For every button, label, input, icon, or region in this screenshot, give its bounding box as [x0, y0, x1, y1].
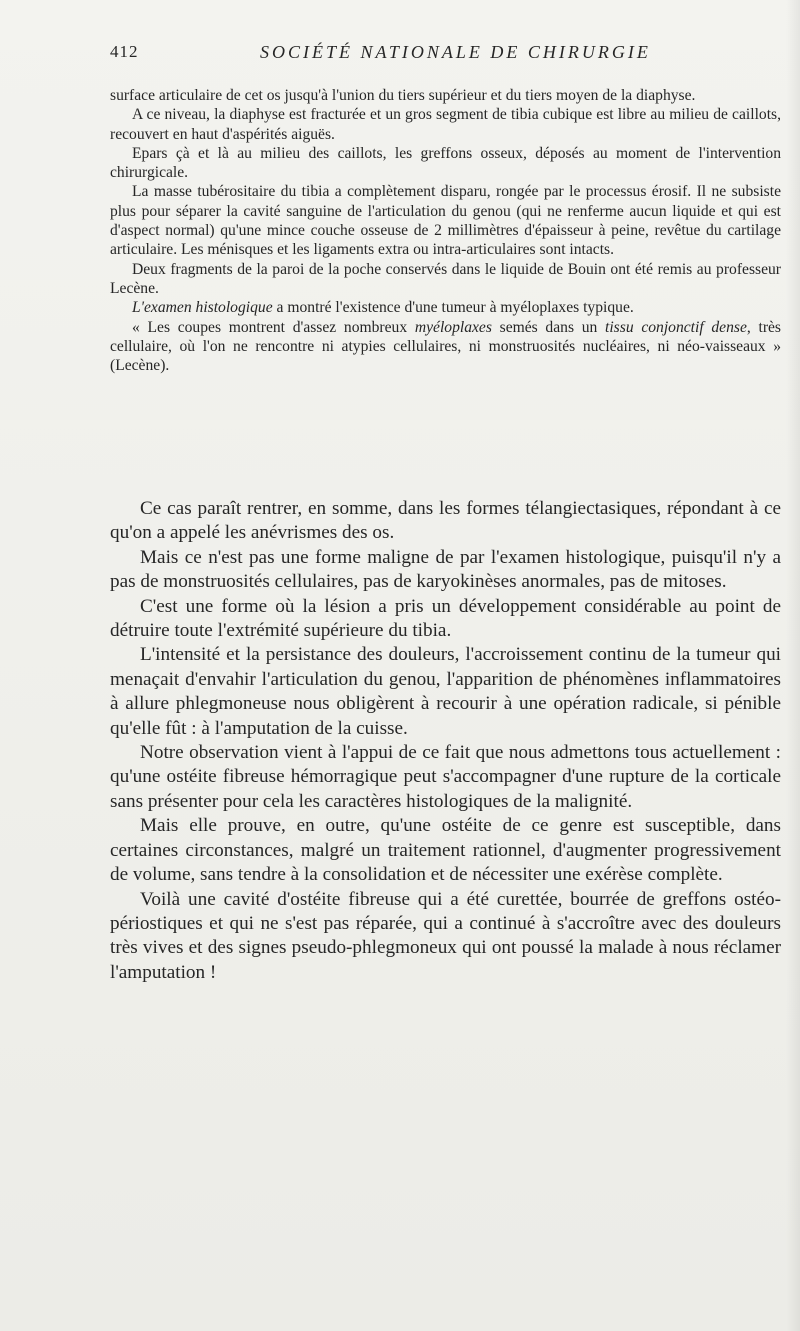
discussion-paragraph: Voilà une cavité d'ostéite fibreuse qui a été curettée, bourrée de greffons ostéo-périostiques et qui ne s'est pas réparée, qui a continué à s'accroître avec des douleurs très vives et des signes pseudo-phlegmoneux qui ont poussé la malade à nous réclamer l'amputation ! [110, 888, 781, 983]
quote-text: « Les coupes montrent d'assez nombreux [132, 318, 415, 336]
report-paragraph: La masse tubérositaire du tibia a complètement disparu, rongée par le processus érosif. Il ne subsiste plus pour séparer la cavité sanguine de l'articulation du genou (qui ne renferme aucun liquide et qui est d'aspect normal) qu'une mince couche osseuse de 2 millimètres d'épaisseur à peine, revêtue du cartilage articulaire. Les ménisques et les ligaments extra ou intra-articulaires sont intacts. [110, 183, 781, 259]
case-report-text [110, 86, 781, 375]
quote-italic-term: tissu conjonctif dense [605, 318, 747, 336]
quote-italic-term: myéloplaxes [414, 318, 492, 336]
histology-paragraph [110, 298, 781, 317]
discussion-paragraph: L'intensité et la persistance des douleurs, l'accroissement continu de la tumeur qui menaçait d'envahir l'articulation du genou, l'apparition de phénomènes inflammatoires à allure phlegmoneuse nous obligèrent à recourir à une opération radicale, si pénible qu'elle fût : à l'amputation de la cuisse. [110, 644, 781, 739]
histology-heading: L'examen histologique [132, 299, 273, 317]
report-paragraph: surface articulaire de cet os jusqu'à l'union du tiers supérieur et du tiers moyen de la diaphyse. [110, 87, 696, 104]
page-edge-shadow [786, 0, 800, 1331]
page-number: 412 [110, 42, 139, 61]
running-header [110, 42, 780, 64]
discussion-paragraph: Mais ce n'est pas une forme maligne de par l'examen histologique, puisqu'il n'y a pas de monstruosités cellulaires, pas de karyokinèses anormales, pas de mitoses. [110, 546, 781, 593]
discussion-paragraph: Notre observation vient à l'appui de ce fait que nous admettons tous actuellement : qu'une ostéite fibreuse hémorragique peut s'accompagner d'une rupture de la corticale sans présenter pour cela les caractères histologiques de la malignité. [110, 742, 781, 812]
discussion-paragraph: Ce cas paraît rentrer, en somme, dans les formes télangiectasiques, répondant à ce qu'on a appelé les anévrismes des os. [110, 498, 781, 544]
journal-title: SOCIÉTÉ NATIONALE DE CHIRURGIE [260, 42, 651, 62]
quote-text: , très cellulaire, où l'on ne rencontre ni atypies cellulaires, ni monstruosités nucléaires, ni néo-vaisseaux » (Lecène). [110, 318, 782, 375]
histology-quote [110, 318, 781, 376]
discussion-paragraph: Mais elle prouve, en outre, qu'une ostéite de ce genre est susceptible, dans certaines circonstances, malgré un traitement rationnel, d'augmenter progressivement de volume, sans tendre à la consolidation et de nécessiter une exérèse complète. [110, 815, 781, 886]
report-paragraph: A ce niveau, la diaphyse est fracturée et un gros segment de tibia cubique est libre au milieu de caillots, recouvert en haut d'aspérités aiguës. [110, 106, 781, 143]
quote-text: semés dans un [491, 318, 606, 336]
discussion-text [110, 497, 781, 985]
report-paragraph: Deux fragments de la paroi de la poche conservés dans le liquide de Bouin ont été remis au professeur Lecène. [110, 260, 781, 297]
histology-text: a montré l'existence d'une tumeur à myéloplaxes typique. [272, 299, 634, 317]
discussion-paragraph: C'est une forme où la lésion a pris un développement considérable au point de détruire toute l'extrémité supérieure du tibia. [110, 595, 781, 642]
report-paragraph: Epars çà et là au milieu des caillots, les greffons osseux, déposés au moment de l'intervention chirurgicale. [110, 144, 781, 182]
